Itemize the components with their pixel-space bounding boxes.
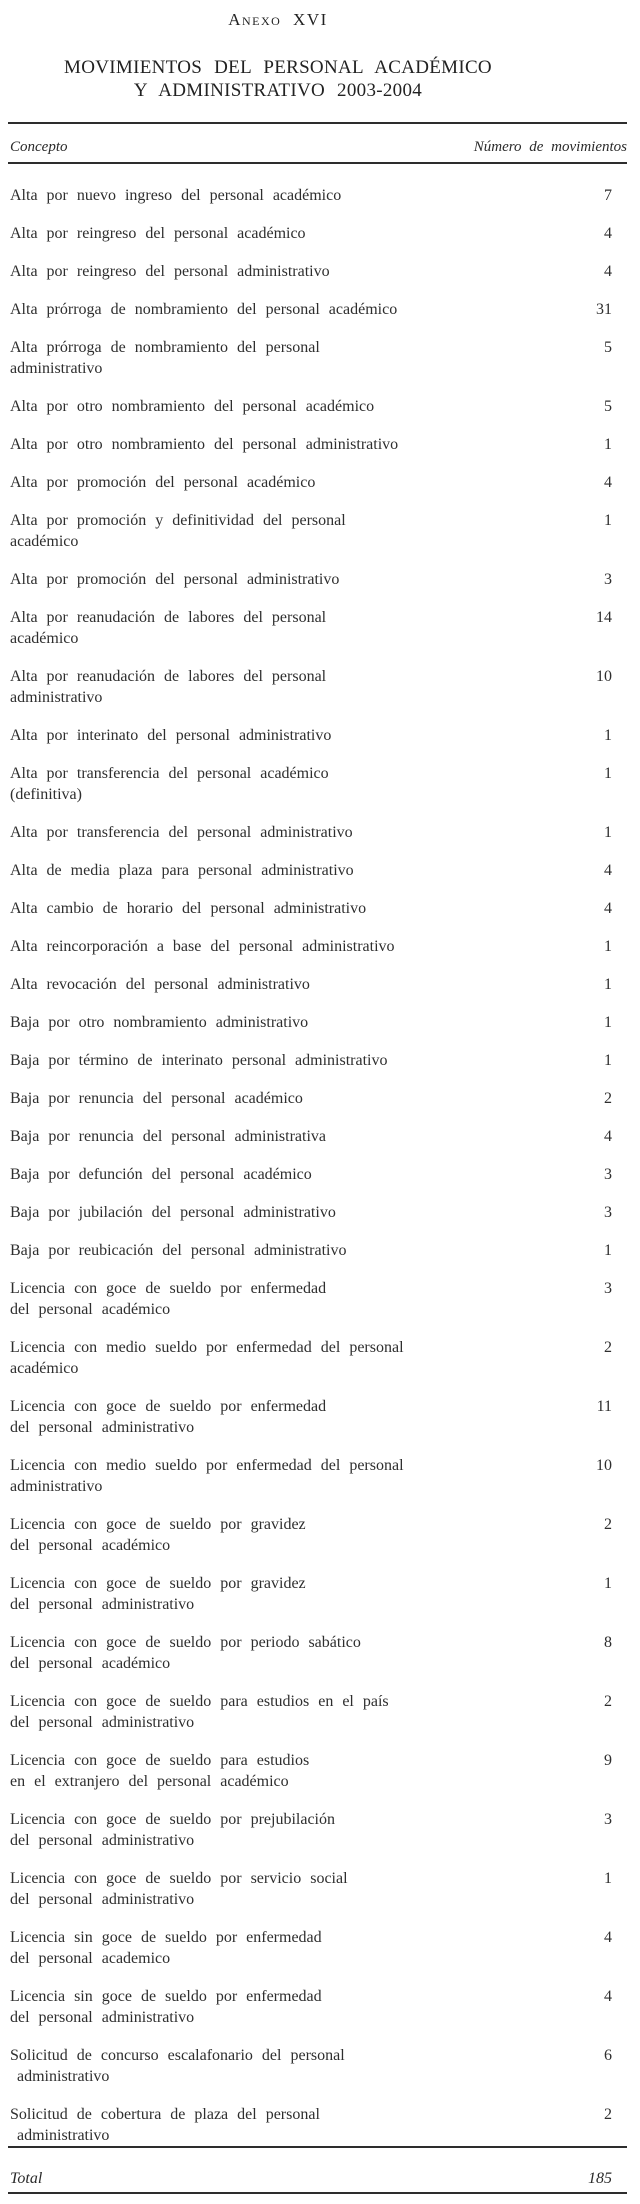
- row-value: 4: [604, 1128, 612, 1145]
- table-row: [8, 763, 627, 805]
- row-value: 2: [604, 1516, 612, 1533]
- table-row: [8, 1514, 627, 1556]
- row-concept: [8, 396, 542, 417]
- row-concept-line: del personal administrativo: [10, 2009, 195, 2026]
- total-row: [8, 2168, 627, 2189]
- row-concept: [8, 1396, 542, 1438]
- row-concept: [8, 1088, 542, 1109]
- row-value: 11: [596, 1398, 612, 1415]
- row-value: 3: [604, 1204, 612, 1221]
- concept-column-header: Concepto: [10, 139, 68, 155]
- row-value: 1: [604, 1014, 612, 1031]
- row-concept-line: del personal académico: [10, 1301, 171, 1318]
- row-concept-line: Licencia con goce de sueldo para estudios en el país: [10, 1693, 389, 1710]
- table-row: [8, 1337, 627, 1379]
- row-concept: [8, 974, 542, 995]
- row-concept: [8, 1514, 542, 1556]
- table-row: [8, 1750, 627, 1792]
- table-row: [8, 1691, 627, 1733]
- row-value: 1: [604, 1870, 612, 1887]
- table-row: [8, 607, 627, 649]
- table-row: [8, 569, 627, 590]
- row-value: 1: [604, 938, 612, 955]
- top-rule: [8, 122, 627, 124]
- table-row: [8, 472, 627, 493]
- table-row: [8, 974, 627, 995]
- row-concept-line: Alta cambio de horario del personal administrativo: [10, 900, 367, 917]
- row-concept-line: Alta por otro nombramiento del personal administrativo: [10, 436, 399, 453]
- row-concept-line: del personal académico: [10, 1655, 171, 1672]
- row-concept-line: (definitiva): [10, 786, 82, 803]
- table-row: [8, 1240, 627, 1261]
- row-value: 2: [604, 1693, 612, 1710]
- table-row: [8, 725, 627, 746]
- row-concept-line: del personal administrativo: [10, 1832, 195, 1849]
- row-concept-line: Licencia con goce de sueldo por prejubilación: [10, 1811, 335, 1828]
- row-concept-line: Baja por renuncia del personal académico: [10, 1090, 303, 1107]
- row-value: 8: [604, 1634, 612, 1651]
- total-label: Total: [10, 2170, 43, 2187]
- table-row: [8, 1164, 627, 1185]
- row-concept-line: Licencia con goce de sueldo por enfermedad: [10, 1280, 327, 1297]
- row-concept-line: del personal administrativo: [10, 1714, 195, 1731]
- row-concept: [8, 261, 542, 282]
- row-concept-line: Alta por reingreso del personal académico: [10, 225, 306, 242]
- header-rule: [8, 162, 627, 164]
- table-row: [8, 396, 627, 417]
- row-concept-line: Alta por transferencia del personal administrativo: [10, 824, 353, 841]
- row-concept-line: Baja por renuncia del personal administrativa: [10, 1128, 327, 1145]
- table-row: [8, 898, 627, 919]
- table-row: [8, 1396, 627, 1438]
- table-row: [8, 510, 627, 552]
- row-concept: [8, 725, 542, 746]
- row-concept: [8, 1573, 542, 1615]
- row-concept: [8, 223, 542, 244]
- anexo-label: Anexo XVI: [228, 10, 328, 29]
- table-row: [8, 1986, 627, 2028]
- table-body: [8, 185, 627, 2146]
- page-title-line1: MOVIMIENTOS DEL PERSONAL ACADÉMICO: [64, 57, 492, 78]
- row-concept: [8, 607, 542, 649]
- row-value: 6: [604, 2047, 612, 2064]
- row-concept: [8, 1050, 542, 1071]
- table-row: [8, 2045, 627, 2087]
- row-concept: [8, 763, 542, 805]
- row-value: 3: [604, 1280, 612, 1297]
- table-row: [8, 1012, 627, 1033]
- table-row: [8, 185, 627, 206]
- row-value: 2: [604, 1339, 612, 1356]
- row-value: 2: [604, 2106, 612, 2123]
- row-concept-line: del personal administrativo: [10, 1419, 195, 1436]
- row-concept: [8, 1202, 542, 1223]
- row-value: 4: [604, 474, 612, 491]
- row-value: 9: [604, 1752, 612, 1769]
- row-value: 4: [604, 862, 612, 879]
- row-concept-line: Baja por término de interinato personal administrativo: [10, 1052, 388, 1069]
- table-row: [8, 1927, 627, 1969]
- row-concept-line: Alta reincorporación a base del personal administrativo: [10, 938, 395, 955]
- row-concept-line: Alta por transferencia del personal académico: [10, 765, 329, 782]
- table-row: [8, 1868, 627, 1910]
- row-value: 4: [604, 1929, 612, 1946]
- row-concept-line: administrativo: [17, 2068, 110, 2085]
- row-concept: [8, 860, 542, 881]
- row-concept-line: Licencia sin goce de sueldo por enfermedad: [10, 1988, 322, 2005]
- table-row: [8, 1202, 627, 1223]
- row-value: 1: [604, 765, 612, 782]
- row-concept-line: académico: [10, 1360, 79, 1377]
- row-concept-line: Baja por defunción del personal académico: [10, 1166, 312, 1183]
- table-row: [8, 261, 627, 282]
- row-concept-line: académico: [10, 630, 79, 647]
- row-concept-line: administrativo: [10, 360, 103, 377]
- row-concept: [8, 1986, 542, 2028]
- row-concept-line: del personal administrativo: [10, 1596, 195, 1613]
- row-concept: [8, 1927, 542, 1969]
- row-concept-line: Licencia con medio sueldo por enfermedad del personal: [10, 1339, 404, 1356]
- row-concept-line: Baja por jubilación del personal administrativo: [10, 1204, 336, 1221]
- page-title-line2: Y ADMINISTRATIVO 2003-2004: [133, 80, 423, 101]
- row-concept: [8, 898, 542, 919]
- row-value: 1: [604, 1242, 612, 1259]
- row-concept-line: Alta por promoción del personal administrativo: [10, 571, 340, 588]
- row-concept-line: Alta por reingreso del personal administrativo: [10, 263, 330, 280]
- row-value: 7: [604, 187, 612, 204]
- row-concept-line: Licencia con goce de sueldo por gravidez: [10, 1575, 306, 1592]
- table-row: [8, 1573, 627, 1615]
- row-value: 1: [604, 512, 612, 529]
- table-row: [8, 1809, 627, 1851]
- row-value: 4: [604, 1988, 612, 2005]
- row-concept-line: Alta de media plaza para personal administrativo: [10, 862, 354, 879]
- row-concept-line: del personal academico: [10, 1950, 171, 1967]
- row-concept: [8, 666, 542, 708]
- row-concept-line: Alta por promoción y definitividad del personal: [10, 512, 346, 529]
- row-value: 5: [604, 398, 612, 415]
- value-column-header: Número de movimientos: [473, 139, 627, 155]
- row-concept: [8, 337, 542, 379]
- row-concept: [8, 936, 542, 957]
- row-concept: [8, 1868, 542, 1910]
- row-concept-line: en el extranjero del personal académico: [10, 1773, 289, 1790]
- row-concept-line: Alta prórroga de nombramiento del personal: [10, 339, 320, 356]
- row-concept: [8, 1455, 542, 1497]
- row-concept: [8, 472, 542, 493]
- row-concept-line: administrativo: [10, 689, 103, 706]
- table-row: [8, 223, 627, 244]
- row-concept: [8, 1164, 542, 1185]
- row-concept-line: Alta revocación del personal administrativo: [10, 976, 310, 993]
- pre-total-rule: [8, 2146, 627, 2148]
- row-value: 3: [604, 571, 612, 588]
- table-row: [8, 1278, 627, 1320]
- row-concept-line: Licencia con goce de sueldo por gravidez: [10, 1516, 306, 1533]
- row-value: 31: [596, 301, 612, 318]
- table-row: [8, 666, 627, 708]
- row-concept: [8, 1809, 542, 1851]
- row-value: 4: [604, 900, 612, 917]
- table-row: [8, 1126, 627, 1147]
- bottom-rule: [8, 2192, 627, 2194]
- row-value: 10: [596, 1457, 612, 1474]
- row-concept-line: Licencia sin goce de sueldo por enfermedad: [10, 1929, 322, 1946]
- row-concept-line: Alta por otro nombramiento del personal académico: [10, 398, 375, 415]
- table-row: [8, 1088, 627, 1109]
- row-concept: [8, 2045, 542, 2087]
- row-concept: [8, 569, 542, 590]
- table-row: [8, 337, 627, 379]
- row-concept-line: Alta por nuevo ingreso del personal académico: [10, 187, 342, 204]
- row-concept-line: académico: [10, 533, 79, 550]
- document-heading: [8, 0, 548, 102]
- row-concept: [8, 1632, 542, 1674]
- table-row: [8, 936, 627, 957]
- table-row: [8, 1455, 627, 1497]
- row-value: 2: [604, 1090, 612, 1107]
- row-concept: [8, 434, 542, 455]
- table-row: [8, 822, 627, 843]
- row-concept-line: Licencia con goce de sueldo por periodo sabático: [10, 1634, 361, 1651]
- row-concept-line: administrativo: [17, 2127, 110, 2144]
- row-concept-line: Alta por interinato del personal administrativo: [10, 727, 332, 744]
- row-concept: [8, 822, 542, 843]
- row-concept-line: Alta por reanudación de labores del personal: [10, 668, 327, 685]
- row-concept-line: Solicitud de concurso escalafonario del personal: [10, 2047, 345, 2064]
- row-value: 3: [604, 1811, 612, 1828]
- row-concept: [8, 1278, 542, 1320]
- table-row: [8, 299, 627, 320]
- row-value: 14: [596, 609, 612, 626]
- row-concept-line: Baja por reubicación del personal administrativo: [10, 1242, 347, 1259]
- row-value: 1: [604, 727, 612, 744]
- row-concept-line: Licencia con goce de sueldo para estudios: [10, 1752, 310, 1769]
- total-value: 185: [588, 2170, 612, 2187]
- row-concept-line: del personal administrativo: [10, 1891, 195, 1908]
- row-concept: [8, 2104, 542, 2146]
- row-value: 1: [604, 1052, 612, 1069]
- row-concept-line: Alta prórroga de nombramiento del personal académico: [10, 301, 398, 318]
- row-concept-line: Licencia con medio sueldo por enfermedad del personal: [10, 1457, 404, 1474]
- row-concept-line: Alta por promoción del personal académico: [10, 474, 316, 491]
- row-concept: [8, 1126, 542, 1147]
- row-concept-line: del personal académico: [10, 1537, 171, 1554]
- row-concept: [8, 1691, 542, 1733]
- page-title: [8, 56, 548, 102]
- row-concept-line: administrativo: [10, 1478, 103, 1495]
- row-concept: [8, 1337, 542, 1379]
- row-value: 1: [604, 1575, 612, 1592]
- row-concept: [8, 299, 542, 320]
- row-concept-line: Licencia con goce de sueldo por enfermedad: [10, 1398, 327, 1415]
- row-value: 4: [604, 225, 612, 242]
- table-row: [8, 434, 627, 455]
- table-header: [8, 137, 627, 158]
- row-value: 3: [604, 1166, 612, 1183]
- row-concept-line: Alta por reanudación de labores del personal: [10, 609, 327, 626]
- row-value: 10: [596, 668, 612, 685]
- row-concept-line: Solicitud de cobertura de plaza del personal: [10, 2106, 320, 2123]
- row-concept: [8, 1240, 542, 1261]
- row-value: 1: [604, 824, 612, 841]
- row-concept: [8, 1750, 542, 1792]
- row-concept-line: Licencia con goce de sueldo por servicio social: [10, 1870, 348, 1887]
- row-concept-line: Baja por otro nombramiento administrativo: [10, 1014, 309, 1031]
- table-row: [8, 1050, 627, 1071]
- row-value: 4: [604, 263, 612, 280]
- row-concept: [8, 1012, 542, 1033]
- row-concept: [8, 510, 542, 552]
- row-value: 1: [604, 976, 612, 993]
- table-row: [8, 2104, 627, 2146]
- table-row: [8, 1632, 627, 1674]
- table-row: [8, 860, 627, 881]
- row-value: 1: [604, 436, 612, 453]
- row-concept: [8, 185, 542, 206]
- row-value: 5: [604, 339, 612, 356]
